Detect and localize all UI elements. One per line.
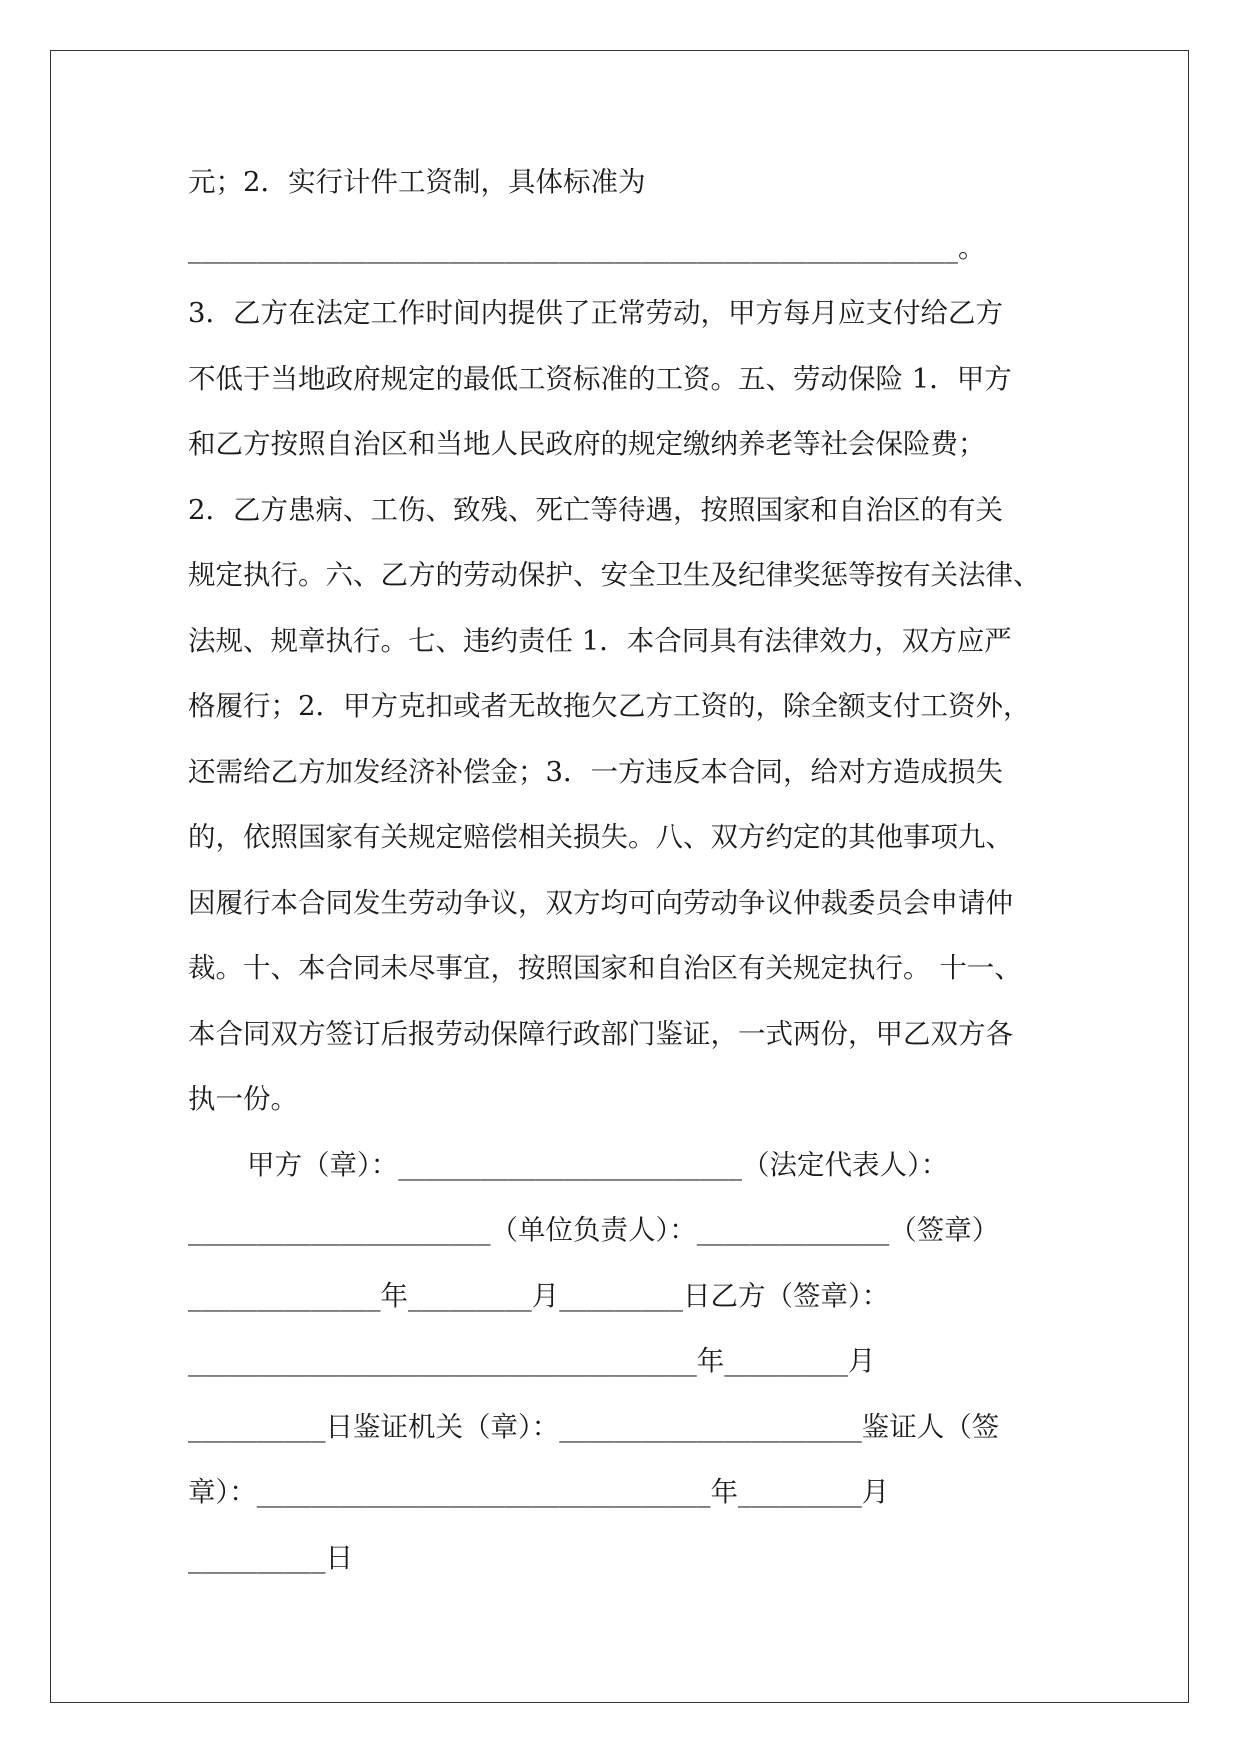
document-body <box>188 155 1068 1596</box>
text-line: 因履行本合同发生劳动争议，双方均可向劳动争议仲裁委员会申请仲 <box>188 886 1013 919</box>
signature-line: ______________________（单位负责人）：______________（签章） <box>188 1214 1000 1246</box>
text-line: 和乙方按照自治区和当地人民政府的规定缴纳养老等社会保险费； <box>188 428 986 460</box>
text-line: 规定执行。六、乙方的劳动保护、安全卫生及纪律奖惩等按有关法律、 <box>188 559 1041 591</box>
text-line: 不低于当地政府规定的最低工资标准的工资。五、劳动保险 1．甲方 <box>188 362 1012 395</box>
text-line: 的，依照国家有关规定赔偿相关损失。八、双方约定的其他事项九、 <box>188 821 1013 853</box>
text-line: 格履行；2．甲方克扣或者无故拖欠乙方工资的，除全额支付工资外， <box>188 690 1031 722</box>
text-line: ________________________________________________________。 <box>188 231 986 264</box>
signature-line: __________日鉴证机关（章）：______________________鉴证人（签 <box>188 1410 1000 1443</box>
text-line: 2．乙方患病、工伤、致残、死亡等待遇，按照国家和自治区的有关 <box>188 493 1003 526</box>
text-line: 法规、规章执行。七、违约责任 1．本合同具有法律效力，双方应严 <box>188 624 1012 657</box>
text-line: 本合同双方签订后报劳动保障行政部门鉴证，一式两份，甲乙双方各 <box>188 1017 1013 1050</box>
signature-party-a-line: 甲方（章）：_________________________（法定代表人）： <box>247 1148 949 1181</box>
signature-line: 章）：_________________________________年_________月 <box>188 1476 890 1508</box>
text-line: 还需给乙方加发经济补偿金；3．一方违反本合同，给对方造成损失 <box>188 755 1003 788</box>
text-line: 执一份。 <box>188 1083 298 1115</box>
signature-line: ______________年_________月_________日乙方（签章）： <box>188 1279 890 1312</box>
text-line: 3．乙方在法定工作时间内提供了正常劳动，甲方每月应支付给乙方 <box>188 297 1003 329</box>
signature-line: _____________________________________年_________月 <box>188 1345 876 1377</box>
text-line: 元；2．实行计件工资制，具体标准为 <box>188 166 646 198</box>
signature-line: __________日 <box>188 1541 353 1574</box>
text-line: 裁。十、本合同未尽事宜，按照国家和自治区有关规定执行。 十一、 <box>188 952 1022 984</box>
